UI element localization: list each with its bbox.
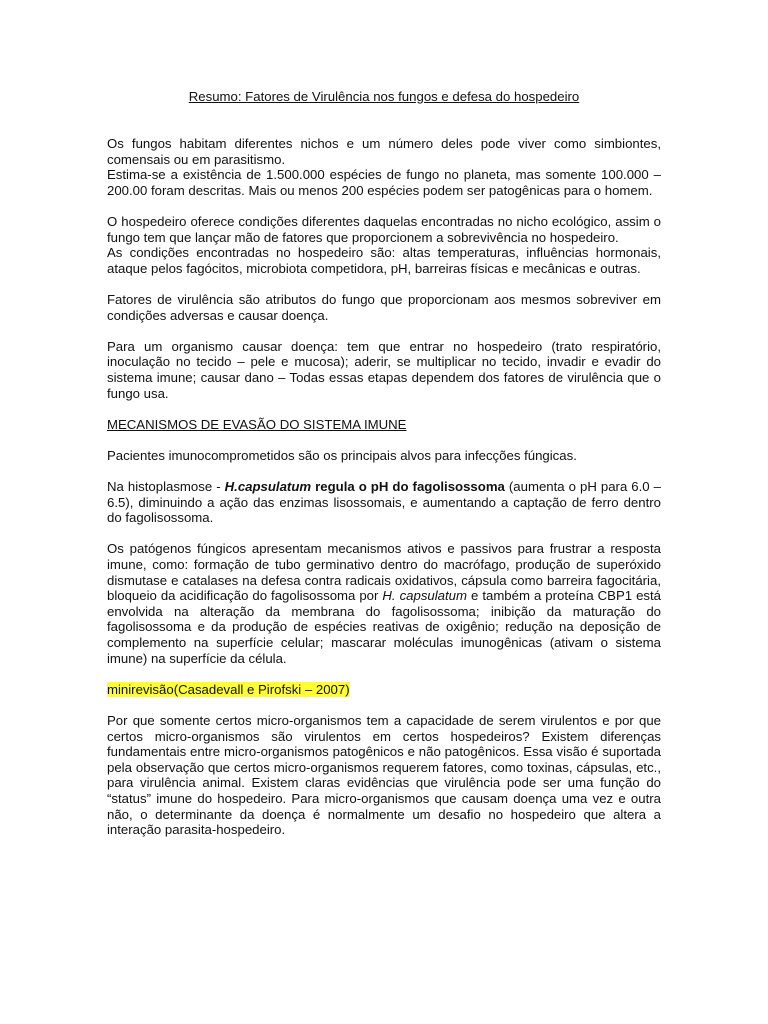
histoplasmosis-species: H.capsulatum [224, 479, 312, 495]
document-body [107, 136, 661, 853]
paragraph-minireview: Por que somente certos micro-organismos tem a capacidade de serem virulentos e por que certos micro-organismos são virulentos em certos hospedeiros? Existem diferenças fundamentais entre micro-organismos patogênicos e não patogênicos. Essa visão é suportada pela observação que certos micro-organismos requerem fatores, como toxinas, cápsulas, etc., para virulência animal. Existem claras evidências que virulência pode ser uma função do “status” imune do hospedeiro. Para micro-organismos que causam doença uma vez e outra não, o determinante da doença é normalmente um desafio no hospedeiro que altera a interação parasita-hospedeiro. [107, 712, 661, 838]
highlight-minireview [107, 682, 661, 698]
paragraph-histoplasmosis [107, 479, 661, 526]
evasion-text-b: e também a proteína CBP1 está envolvida na alteração da membrana do fagolisossoma; inibição da maturação do fagolisossoma e da produção de espécies reativas de oxigênio; redução na deposição de complemento na superfície celular; mascarar moléculas imunogênicas (ativam o sistema imune) na superfície da célula. [107, 588, 662, 666]
paragraph-immunocompromised: Pacientes imunocomprometidos são os principais alvos para infecções fúngicas. [107, 447, 577, 463]
histoplasmosis-bold [225, 479, 505, 494]
evasion-species: H. capsulatum [382, 588, 468, 604]
histoplasmosis-rest: (aumenta o pH para 6.0 – 6.5), diminuindo a ação das enzimas lisossomais, e aumentando a captação de ferro dentro do fagolisossoma. [107, 479, 661, 526]
paragraph-species-estimate: Estima-se a existência de 1.500.000 espécies de fungo no planeta, mas somente 100.000 – 200.00 foram descritas. Mais ou menos 200 espécies podem ser patogênicas para o homem. [107, 167, 661, 198]
paragraph-evasion-mechanisms [107, 541, 661, 666]
paragraph-fungi-niches: Os fungos habitam diferentes nichos e um número deles pode viver como simbiontes, comensais ou em parasitismo. [107, 136, 661, 167]
highlighted-reference: minirevisão(Casadevall e Pirofski – 2007) [107, 681, 350, 697]
paragraph-host-conditions-list: As condições encontradas no hospedeiro são: altas temperaturas, influências hormonais, ataque pelos fagócitos, microbiota competidora, pH, barreiras físicas e mecânicas e outras. [107, 245, 661, 276]
paragraph-disease-steps: Para um organismo causar doença: tem que entrar no hospedeiro (trato respiratório, inoculação no tecido – pele e mucosa); aderir, se multiplicar no tecido, invadir e evadir do sistema imune; causar dano – Todas essas etapas dependem dos fatores de virulência que o fungo usa. [107, 338, 661, 401]
histoplasmosis-bold-rest: regula o pH do fagolisossoma [311, 479, 505, 495]
paragraph-host-conditions: O hospedeiro oferece condições diferentes daquelas encontradas no nicho ecológico, assim o fungo tem que lançar mão de fatores que proporcionem a sobrevivência no hospedeiro. [107, 213, 661, 245]
paragraph-virulence-factors: Fatores de virulência são atributos do fungo que proporcionam aos mesmos sobreviver em condições adversas e causar doença. [107, 291, 661, 323]
section-heading-immune-evasion: MECANISMOS DE EVASÃO DO SISTEMA IMUNE [107, 416, 407, 432]
evasion-text-a: Os patógenos fúngicos apresentam mecanismos ativos e passivos para frustrar a resposta imune, como: formação de tubo germinativo dentro do macrófago, produção de superóxido dismutase e catalases na defesa contra radicais oxidativos, cápsula como barreira fagocitária, bloqueio da acidificação do fagolisossoma por [107, 541, 661, 604]
document-title: Resumo: Fatores de Virulência nos fungos e defesa do hospedeiro [188, 89, 580, 104]
histoplasmosis-intro: Na histoplasmose - [107, 479, 225, 495]
